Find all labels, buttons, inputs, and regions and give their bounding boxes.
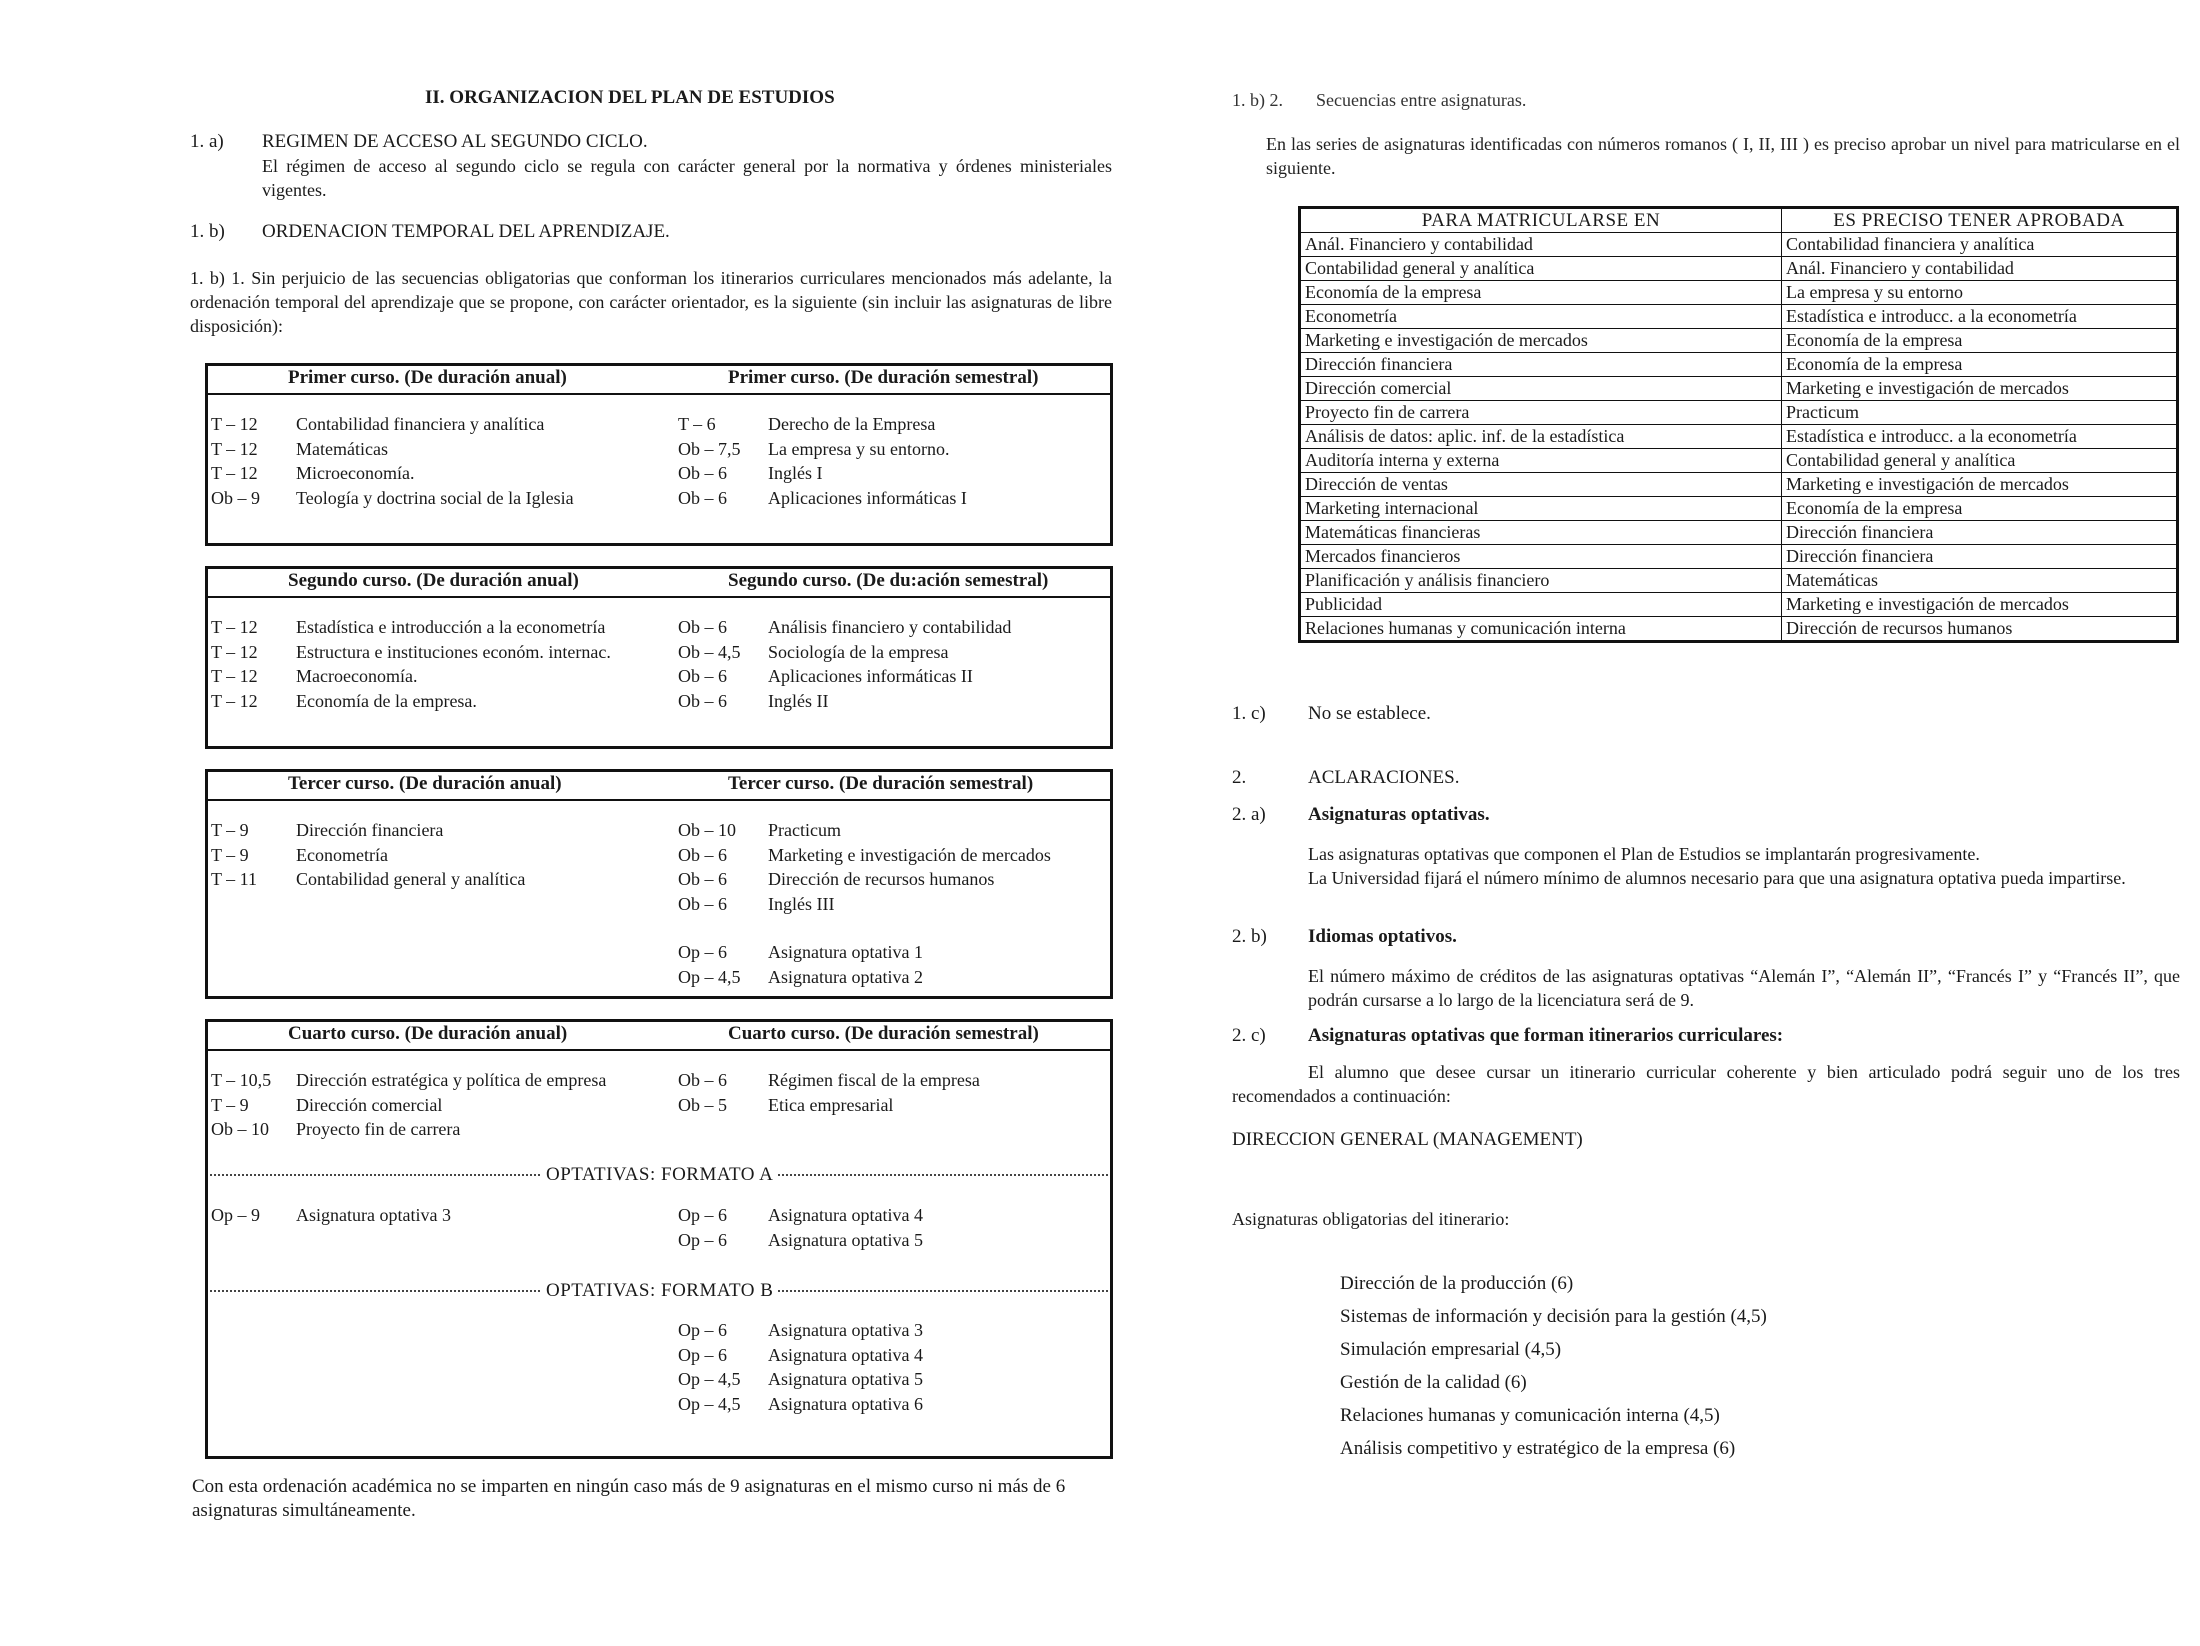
enroll-subject-cell: Dirección comercial: [1301, 377, 1782, 401]
itinerary-subtitle: Asignaturas obligatorias del itinerario:: [1232, 1209, 1510, 1229]
annual-header: Segundo curso. (De duración anual): [288, 570, 579, 591]
section-1b2-number: 1. b) 2.: [1232, 90, 1283, 110]
optativas-format-label: OPTATIVAS: FORMATO B: [542, 1280, 777, 1302]
section-1c-text: No se establece.: [1308, 703, 1431, 724]
required-subject-cell: Economía de la empresa: [1782, 329, 2177, 353]
itinerary-item: Sistemas de información y decisión para la gestión (4,5): [1340, 1306, 1767, 1327]
annual-subject: Econometría: [296, 844, 388, 865]
semester-subject: Inglés III: [768, 893, 835, 914]
course-row: [208, 463, 1110, 488]
semester-header: Segundo curso. (De du:ación semestral): [728, 570, 1049, 591]
section-1a-text: El régimen de acceso al segundo ciclo se regula con carácter general por la normativa y órdenes ministeriales vigentes.: [262, 156, 1112, 200]
enroll-subject-cell: Publicidad: [1301, 593, 1782, 617]
enroll-subject-cell: Matemáticas financieras: [1301, 521, 1782, 545]
course-row: [208, 1070, 1110, 1095]
required-subject-cell: Marketing e investigación de mercados: [1782, 377, 2177, 401]
prerequisite-row: [1301, 473, 2177, 497]
annual-credits: Ob – 10: [211, 1119, 269, 1139]
prerequisites-header-row: [1301, 209, 2177, 233]
section-1b-heading: ORDENACION TEMPORAL DEL APRENDIZAJE.: [262, 221, 670, 242]
enroll-subject-cell: Dirección financiera: [1301, 353, 1782, 377]
annual-credits: T – 9: [211, 820, 249, 840]
course-row: [208, 1369, 1110, 1394]
section-1b2-heading: Secuencias entre asignaturas.: [1316, 90, 1527, 110]
course-row: [208, 845, 1110, 870]
course-row: [208, 1394, 1110, 1419]
course-row: [208, 942, 1110, 967]
annual-subject: Teología y doctrina social de la Iglesia: [296, 487, 574, 508]
semester-header: Primer curso. (De duración semestral): [728, 367, 1039, 388]
enroll-subject-cell: Planificación y análisis financiero: [1301, 569, 1782, 593]
semester-subject: Asignatura optativa 4: [768, 1344, 923, 1365]
annual-header: Primer curso. (De duración anual): [288, 367, 567, 388]
semester-credits: Op – 4,5: [678, 966, 741, 987]
itinerary-title: DIRECCION GENERAL (MANAGEMENT): [1232, 1129, 1583, 1150]
semester-subject: Sociología de la empresa: [768, 641, 949, 662]
semester-subject: Dirección de recursos humanos: [768, 869, 995, 889]
annual-subject: Contabilidad general y analítica: [296, 869, 526, 889]
section-2b-heading: Idiomas optativos.: [1308, 926, 1457, 947]
section-2a-p2: La Universidad fijará el número mínimo de alumnos necesario para que una asignatura optativa pueda impartirse.: [1308, 868, 2126, 888]
semester-subject: Asignatura optativa 3: [768, 1320, 923, 1340]
section-1b1-text: 1. b) 1. Sin perjuicio de las secuencias obligatorias que conforman los itinerarios curriculares mencionados más adelante, la ordenación temporal del aprendizaje que se propone, con carácter orientador, es la siguiente (sin incluir las asignaturas de libre disposición):: [190, 268, 1112, 336]
semester-credits: Op – 6: [678, 1205, 727, 1225]
semester-credits: Ob – 6: [678, 844, 727, 865]
annual-credits: T – 11: [211, 869, 258, 889]
prerequisite-row: [1301, 617, 2177, 641]
prerequisite-row: [1301, 569, 2177, 593]
enroll-subject-cell: Econometría: [1301, 305, 1782, 329]
enroll-subject-cell: Marketing e investigación de mercados: [1301, 329, 1782, 353]
itinerary-item: Análisis competitivo y estratégico de la empresa (6): [1340, 1438, 1736, 1459]
semester-subject: Asignatura optativa 4: [768, 1205, 923, 1225]
required-subject-cell: Marketing e investigación de mercados: [1782, 593, 2177, 617]
required-subject-cell: Estadística e introducc. a la econometría: [1782, 425, 2177, 449]
enroll-subject-cell: Economía de la empresa: [1301, 281, 1782, 305]
enroll-subject-cell: Contabilidad general y analítica: [1301, 257, 1782, 281]
semester-subject: Asignatura optativa 5: [768, 1369, 923, 1389]
section-2b-number: 2. b): [1232, 926, 1267, 947]
course-header: [208, 1022, 1110, 1051]
semester-header: Tercer curso. (De duración semestral): [728, 773, 1034, 794]
prerequisites-body: [1301, 233, 2177, 641]
section-2-number: 2.: [1232, 767, 1247, 788]
required-subject-cell: Dirección de recursos humanos: [1782, 617, 2177, 641]
annual-credits: T – 12: [211, 463, 258, 483]
enroll-subject-cell: Dirección de ventas: [1301, 473, 1782, 497]
annual-credits: T – 9: [211, 844, 249, 865]
annual-credits: T – 12: [211, 666, 258, 686]
semester-subject: Marketing e investigación de mercados: [768, 844, 1051, 865]
semester-header: Cuarto curso. (De duración semestral): [728, 1023, 1039, 1044]
semester-subject: La empresa y su entorno.: [768, 438, 950, 459]
required-subject-cell: Practicum: [1782, 401, 2177, 425]
prerequisite-row: [1301, 545, 2177, 569]
section-2a-p1: Las asignaturas optativas que componen el Plan de Estudios se implantarán progresivamente.: [1308, 844, 1980, 864]
course-row: [208, 1345, 1110, 1370]
semester-credits: Ob – 6: [678, 893, 727, 914]
optativas-format-label: OPTATIVAS: FORMATO A: [542, 1164, 777, 1186]
itinerary-item: Dirección de la producción (6): [1340, 1273, 1574, 1294]
annual-subject: Dirección estratégica y política de empresa: [296, 1070, 607, 1090]
semester-credits: Op – 6: [678, 1229, 727, 1250]
course-box-tercer: [205, 769, 1113, 999]
required-subject-cell: Dirección financiera: [1782, 545, 2177, 569]
required-subject-cell: Dirección financiera: [1782, 521, 2177, 545]
optativas-separator: [210, 1164, 1108, 1185]
semester-subject: Asignatura optativa 1: [768, 942, 923, 962]
enroll-subject-cell: Auditoría interna y externa: [1301, 449, 1782, 473]
section-2c-heading: Asignaturas optativas que forman itinerarios curriculares:: [1308, 1025, 1784, 1046]
itinerary-item: Simulación empresarial (4,5): [1340, 1339, 1562, 1360]
prerequisite-row: [1301, 353, 2177, 377]
semester-credits: Op – 4,5: [678, 1393, 741, 1414]
semester-credits: Ob – 5: [678, 1094, 727, 1115]
semester-credits: Ob – 6: [678, 617, 727, 637]
required-subject-cell: Estadística e introducc. a la econometría: [1782, 305, 2177, 329]
course-row: [208, 1320, 1110, 1345]
required-subject-cell: Economía de la empresa: [1782, 353, 2177, 377]
required-subject-cell: Contabilidad general y analítica: [1782, 449, 2177, 473]
header-must-have-passed: ES PRECISO TENER APROBADA: [1782, 209, 2177, 233]
annual-subject: Asignatura optativa 3: [296, 1205, 451, 1225]
course-header: [208, 569, 1110, 598]
course-row: [208, 869, 1110, 894]
semester-subject: Análisis financiero y contabilidad: [768, 617, 1012, 637]
prerequisites-table: [1298, 206, 2179, 643]
section-1a-heading: REGIMEN DE ACCESO AL SEGUNDO CICLO.: [262, 131, 648, 152]
prerequisite-row: [1301, 425, 2177, 449]
annual-header: Cuarto curso. (De duración anual): [288, 1023, 568, 1044]
annual-subject: Microeconomía.: [296, 463, 415, 483]
semester-subject: Aplicaciones informáticas II: [768, 666, 973, 686]
section-2-heading: ACLARACIONES.: [1308, 767, 1460, 788]
prerequisite-row: [1301, 281, 2177, 305]
annual-subject: Macroeconomía.: [296, 666, 418, 686]
prerequisite-row: [1301, 329, 2177, 353]
section-2a-number: 2. a): [1232, 804, 1266, 825]
enroll-subject-cell: Marketing internacional: [1301, 497, 1782, 521]
footer-note: Con esta ordenación académica no se imparten en ningún caso más de 9 asignaturas en el mismo curso ni más de 6 asignaturas simultáneamente.: [192, 1476, 1066, 1521]
annual-subject: Dirección comercial: [296, 1094, 443, 1115]
required-subject-cell: La empresa y su entorno: [1782, 281, 2177, 305]
semester-subject: Inglés II: [768, 690, 829, 711]
semester-credits: Op – 6: [678, 942, 727, 962]
semester-subject: Derecho de la Empresa: [768, 414, 936, 434]
enroll-subject-cell: Anál. Financiero y contabilidad: [1301, 233, 1782, 257]
semester-subject: Etica empresarial: [768, 1094, 894, 1115]
prerequisite-row: [1301, 497, 2177, 521]
course-header: [208, 772, 1110, 801]
semester-credits: Op – 6: [678, 1344, 727, 1365]
course-row: [208, 691, 1110, 716]
course-header: [208, 366, 1110, 395]
course-row: [208, 414, 1110, 439]
course-row: [208, 1230, 1110, 1255]
course-row: [208, 1119, 1110, 1144]
semester-credits: T – 6: [678, 414, 716, 434]
header-enroll-in: PARA MATRICULARSE EN: [1301, 209, 1782, 233]
enroll-subject-cell: Proyecto fin de carrera: [1301, 401, 1782, 425]
prerequisite-row: [1301, 257, 2177, 281]
sequences-intro: En las series de asignaturas identificadas con números romanos ( I, II, III ) es preciso aprobar un nivel para matricularse en el siguiente.: [1266, 134, 2180, 178]
semester-credits: Ob – 6: [678, 666, 727, 686]
section-2b-p1: El número máximo de créditos de las asignaturas optativas “Alemán I”, “Alemán II”, “Francés I” y “Francés II”, que podrán cursarse a lo largo de la licenciatura será de 9.: [1308, 966, 2180, 1010]
course-row: [208, 1095, 1110, 1120]
semester-credits: Ob – 6: [678, 1070, 727, 1090]
annual-subject: Proyecto fin de carrera: [296, 1119, 461, 1139]
section-1a-number: 1. a): [190, 131, 224, 152]
annual-subject: Economía de la empresa.: [296, 690, 477, 711]
semester-credits: Ob – 6: [678, 690, 727, 711]
course-box-primer: [205, 363, 1113, 546]
course-row: [208, 820, 1110, 845]
course-row: [208, 439, 1110, 464]
section-1c-number: 1. c): [1232, 703, 1266, 724]
annual-subject: Dirección financiera: [296, 820, 444, 840]
annual-credits: T – 12: [211, 690, 258, 711]
annual-credits: Ob – 9: [211, 487, 260, 508]
required-subject-cell: Contabilidad financiera y analítica: [1782, 233, 2177, 257]
itinerary-item: Relaciones humanas y comunicación interna (4,5): [1340, 1405, 1720, 1426]
required-subject-cell: Matemáticas: [1782, 569, 2177, 593]
required-subject-cell: Economía de la empresa: [1782, 497, 2177, 521]
section-2c-p1: El alumno que desee cursar un itinerario curricular coherente y bien articulado podrá seguir uno de los tres recomendados a continuación:: [1232, 1062, 2180, 1106]
enroll-subject-cell: Análisis de datos: aplic. inf. de la estadística: [1301, 425, 1782, 449]
enroll-subject-cell: Relaciones humanas y comunicación interna: [1301, 617, 1782, 641]
annual-subject: Estadística e introducción a la econometría: [296, 617, 606, 637]
course-row: [208, 967, 1110, 992]
section-1b-number: 1. b): [190, 221, 225, 242]
course-row: [208, 894, 1110, 919]
annual-subject: Matemáticas: [296, 438, 388, 459]
section-title: II. ORGANIZACION DEL PLAN DE ESTUDIOS: [425, 87, 835, 108]
annual-credits: T – 9: [211, 1094, 249, 1115]
required-subject-cell: Anál. Financiero y contabilidad: [1782, 257, 2177, 281]
prerequisite-row: [1301, 521, 2177, 545]
course-row: [208, 642, 1110, 667]
semester-credits: Op – 4,5: [678, 1369, 741, 1389]
annual-credits: T – 12: [211, 641, 258, 662]
semester-credits: Ob – 10: [678, 820, 736, 840]
prerequisite-row: [1301, 593, 2177, 617]
semester-subject: Régimen fiscal de la empresa: [768, 1070, 980, 1090]
section-2a-heading: Asignaturas optativas.: [1308, 804, 1490, 825]
course-row: [208, 617, 1110, 642]
course-row: [208, 666, 1110, 691]
optativas-separator: [210, 1280, 1108, 1301]
semester-subject: Asignatura optativa 6: [768, 1393, 923, 1414]
prerequisite-row: [1301, 233, 2177, 257]
semester-subject: Aplicaciones informáticas I: [768, 487, 967, 508]
semester-credits: Ob – 6: [678, 487, 727, 508]
prerequisite-row: [1301, 377, 2177, 401]
course-row: [208, 1205, 1110, 1230]
itinerary-item: Gestión de la calidad (6): [1340, 1372, 1527, 1393]
annual-credits: Op – 9: [211, 1205, 260, 1225]
prerequisite-row: [1301, 449, 2177, 473]
required-subject-cell: Marketing e investigación de mercados: [1782, 473, 2177, 497]
enroll-subject-cell: Mercados financieros: [1301, 545, 1782, 569]
semester-subject: Inglés I: [768, 463, 823, 483]
semester-credits: Op – 6: [678, 1320, 727, 1340]
annual-credits: T – 12: [211, 617, 258, 637]
annual-credits: T – 12: [211, 438, 258, 459]
annual-header: Tercer curso. (De duración anual): [288, 773, 562, 794]
annual-subject: Estructura e instituciones económ. internac.: [296, 641, 611, 662]
semester-credits: Ob – 6: [678, 869, 727, 889]
semester-subject: Asignatura optativa 5: [768, 1229, 923, 1250]
semester-credits: Ob – 4,5: [678, 641, 741, 662]
prerequisite-row: [1301, 305, 2177, 329]
semester-subject: Practicum: [768, 820, 841, 840]
annual-credits: T – 12: [211, 414, 258, 434]
course-box-cuarto: [205, 1019, 1113, 1459]
section-2c-number: 2. c): [1232, 1025, 1266, 1046]
semester-credits: Ob – 6: [678, 463, 727, 483]
course-box-segundo: [205, 566, 1113, 749]
annual-subject: Contabilidad financiera y analítica: [296, 414, 545, 434]
semester-credits: Ob – 7,5: [678, 438, 741, 459]
semester-subject: Asignatura optativa 2: [768, 966, 923, 987]
prerequisite-row: [1301, 401, 2177, 425]
annual-credits: T – 10,5: [211, 1070, 272, 1090]
course-row: [208, 488, 1110, 513]
